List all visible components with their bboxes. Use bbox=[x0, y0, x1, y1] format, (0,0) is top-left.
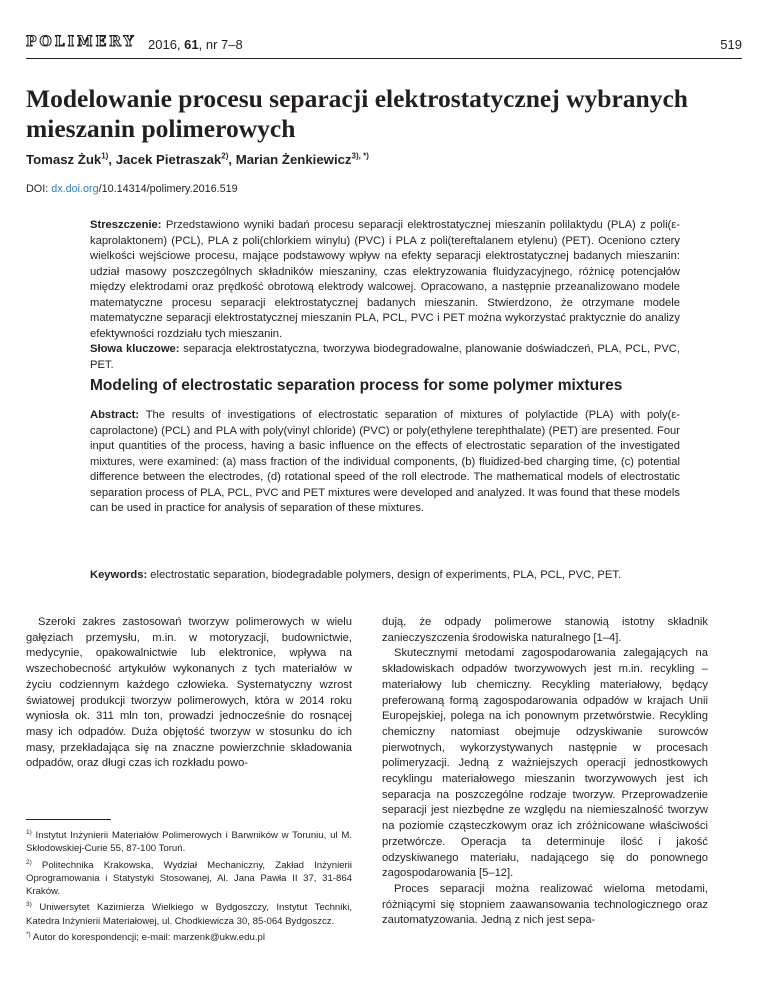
footnote-mark: 2) bbox=[26, 858, 32, 866]
footnote-4 bbox=[26, 928, 352, 944]
body-paragraph: Skutecznymi metodami zagospodarowania zalegających na składowiskach odpadów tworzywowych jest m.in. recykling – materiałowy lub chemiczny. Recykling materiałowy, będący preferowaną formą zagospodarowania odpadów w krajach Unii Europejskiej, polega na ich ponownym przetwórstwie. Recykling chemiczny natomiast obejmuje odzyskiwanie surowców pierwotnych, wykorzystywanych następnie w procesach polimeryzacji. Jedną z ważniejszych operacji jednostkowych recyklingu materiałowego mieszanin tworzywowych jest ich separacja na poszczególne rodzaje tworzyw. Przeprowadzenie separacji jest niezbędne ze względu na niemieszalność tworzyw na poziomie cząsteczkowym oraz ich zróżnicowane właściwości przetwórcze. Operacja ta determinuje ilość i jakość odzyskiwanego materiału, nadającego się do ponownego zagospodarowania [5–12]. bbox=[382, 647, 708, 880]
author-affiliation-mark: 2) bbox=[221, 152, 229, 161]
body-column-left bbox=[26, 615, 352, 772]
footnote-text: Autor do korespondencji; e-mail: marzenk@ukw.edu.pl bbox=[30, 932, 265, 944]
footnote-text: Politechnika Krakowska, Wydział Mechaniczny, Zakład Inżynierii Oprogramowania i Statystyki Stosowanej, Al. Jana Pawła II 37, 31-864 Kraków. bbox=[26, 859, 352, 898]
footnote-text: Uniwersytet Kazimierza Wielkiego w Bydgoszczy, Instytut Techniki, Katedra Inżynierii Materiałowej, ul. Chodkiewicza 30, 85-064 Bydgoszcz. bbox=[26, 902, 352, 927]
doi-label: DOI: bbox=[26, 183, 52, 195]
footnote-2 bbox=[26, 856, 352, 899]
footnote-mark: 3) bbox=[26, 901, 32, 909]
paper-title: Modelowanie procesu separacji elektrostatycznej wybranych mieszanin polimerowych bbox=[26, 84, 688, 143]
running-header bbox=[26, 32, 742, 59]
author-separator: , bbox=[108, 152, 116, 168]
doi-link[interactable]: dx.doi.org bbox=[51, 183, 99, 195]
issue-number: , nr 7–8 bbox=[198, 37, 243, 52]
slowa-kluczowe bbox=[90, 342, 680, 373]
body-column-right bbox=[382, 615, 708, 929]
body-paragraph: Proces separacji można realizować wieloma metodami, różniącymi się stopniem zaawansowania technologicznego oraz zautomatyzowania. Jedną z nich jest sepa- bbox=[382, 882, 708, 927]
slowa-kluczowe-label: Słowa kluczowe: bbox=[90, 343, 180, 355]
keywords-text: electrostatic separation, biodegradable polymers, design of experiments, PLA, PCL, PVC, PET. bbox=[147, 569, 622, 581]
author-name: Marian Żenkiewicz bbox=[235, 152, 352, 168]
english-title: Modeling of electrostatic separation process for some polymer mixtures bbox=[90, 377, 623, 394]
abstract-text: The results of investigations of electrostatic separation of mixtures of polylactide (PLA) with poly(ε-caprolactone) (PCL) and PLA with poly(vinyl chloride) (PVC) or poly(ethylene terephthalate) (PET) are presented. Four input quantities of the process, having a basic influence on the effects of electrostatic separation of the investigated mixtures, were examined: (a) mass fraction of the individual components, (b) fluidized-bed charging time, (c) potential difference between the electrodes, (d) rotational speed of the roll electrode. The mathematical models of electrostatic separation process of PLA, PCL, PVC and PET mixtures were developed and analyzed. It was found that these models can be used in practice for analysis of separation of these mixtures. bbox=[90, 409, 680, 514]
author-affiliation-mark: 1) bbox=[101, 152, 109, 161]
issue-info bbox=[148, 37, 243, 52]
abstract-label: Abstract: bbox=[90, 409, 140, 421]
doi-suffix: /10.14314/polimery.2016.519 bbox=[98, 183, 238, 195]
streszczenie bbox=[90, 218, 680, 342]
issue-volume: 61 bbox=[184, 37, 199, 52]
abstract bbox=[90, 408, 680, 517]
footnote-1 bbox=[26, 826, 352, 856]
journal-logo: POLIMERY bbox=[26, 34, 137, 50]
streszczenie-text: Przedstawiono wyniki badań procesu separacji elektrostatycznej mieszanin polilaktydu (PLA) z poli(ε-kaprolaktonem) (PCL), PLA z poli(chlorkiem winylu) (PVC) i PLA z poli(tereftalanem etylenu) (PET). Oceniono cztery wielkości wejściowe procesu, mające podstawowy wpływ na efekty separacji elektrostatycznej badanych mieszanin: udział masowy poszczególnych składników mieszaniny, czas elektryzowania fluidyzacyjnego, różnicę potencjałów między elektrodami oraz prędkość obrotową elektrody walcowej. Opracowano, a następnie przeanalizowano modele matematyczne procesu separacji elektrostatycznej badanych mieszanin. Stwierdzono, że otrzymane modele matematyczne separacji elektrostatycznej mieszanin PLA, PCL, PVC i PET można wykorzystać praktycznie do analizy efektywności rozdziału tych mieszanin. bbox=[90, 219, 680, 340]
slowa-kluczowe-text: separacja elektrostatyczna, tworzywa biodegradowalne, planowanie doświadczeń, PLA, PCL, PVC, PET. bbox=[90, 343, 680, 371]
body-paragraph: Szeroki zakres zastosowań tworzyw polimerowych w wielu gałęziach przemysłu, m.in. w motoryzacji, budownictwie, medycynie, opakowalnictwie lub elektronice, wpływa na wszechobecność artykułów wykonanych z tych materiałów w życiu codziennym każdego człowieka. Systematyczny wzrost światowej produkcji tworzyw polimerowych, która w 2014 roku wyniosła ok. 311 mln ton, prowadzi jednocześnie do rosnącej masy ich odpadów. Duża objętość tworzyw w stosunku do ich masy, przekładająca się na znaczne powierzchnie składowania odpadów, oraz długi czas ich rozkładu powo- bbox=[26, 616, 352, 770]
footnote-divider bbox=[26, 819, 111, 820]
doi-line bbox=[26, 183, 238, 195]
author-affiliation-mark: 3), *) bbox=[351, 152, 369, 161]
footnote-text: Instytut Inżynierii Materiałów Polimerowych i Barwników w Toruniu, ul M. Skłodowskiej-Curie 55, 87-100 Toruń. bbox=[26, 830, 352, 855]
author-1 bbox=[26, 152, 116, 167]
body-paragraph: dują, że odpady polimerowe stanowią istotny składnik zanieczyszczenia środowiska naturalnego [1–4]. bbox=[382, 616, 708, 644]
footnote-3 bbox=[26, 898, 352, 928]
author-list bbox=[26, 152, 369, 167]
author-2 bbox=[116, 152, 236, 167]
author-name: Tomasz Żuk bbox=[26, 152, 102, 168]
footnotes bbox=[26, 826, 352, 944]
page-number: 519 bbox=[720, 37, 742, 52]
issue-year: 2016, bbox=[148, 37, 181, 52]
author-separator: , bbox=[228, 152, 236, 168]
streszczenie-label: Streszczenie: bbox=[90, 219, 162, 231]
keywords-label: Keywords: bbox=[90, 569, 148, 581]
footnote-mark: 1) bbox=[26, 829, 32, 836]
keywords bbox=[90, 568, 680, 584]
author-3 bbox=[236, 152, 369, 167]
author-name: Jacek Pietraszak bbox=[115, 152, 222, 168]
footnote-mark: *) bbox=[26, 930, 31, 938]
